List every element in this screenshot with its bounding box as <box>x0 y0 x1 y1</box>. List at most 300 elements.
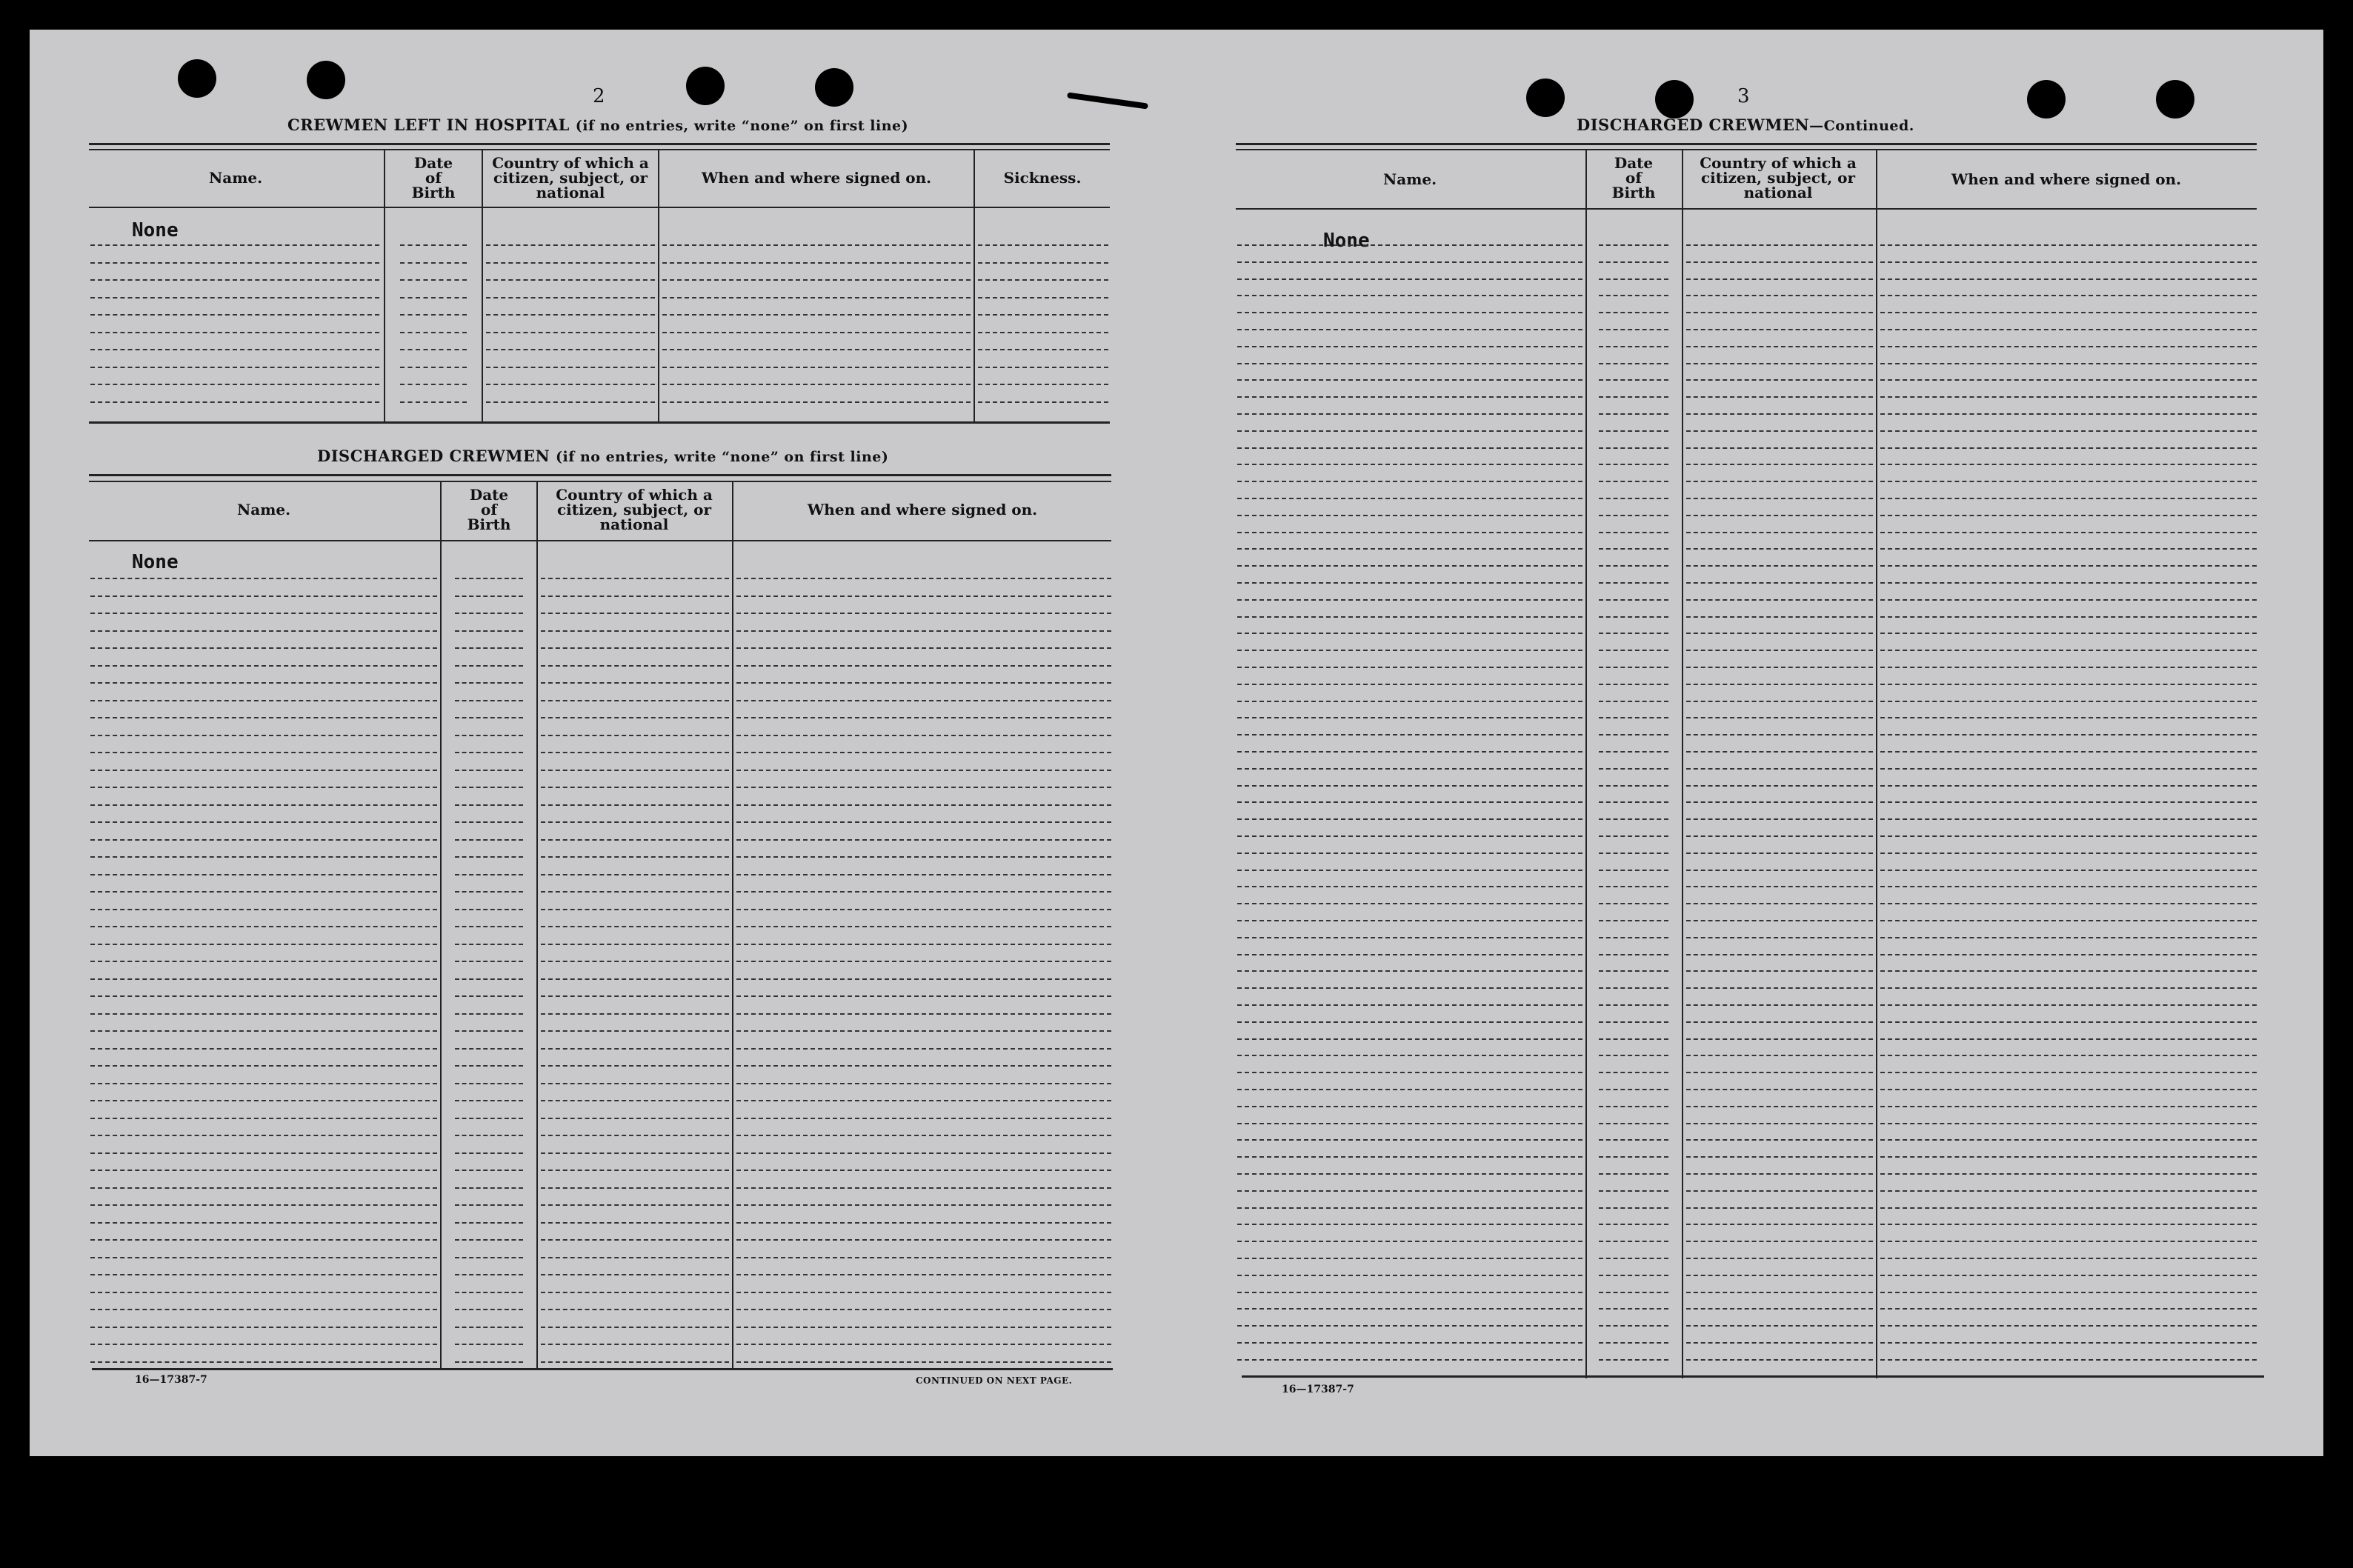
column-divider <box>732 481 733 1370</box>
ruled-line <box>1237 970 1582 972</box>
hospital-table-top-rule <box>89 149 1110 150</box>
ruled-line <box>1880 447 2257 449</box>
ruled-line <box>1599 717 1668 718</box>
ruled-line <box>90 384 379 385</box>
ruled-line <box>1237 481 1582 482</box>
ruled-line <box>90 630 437 632</box>
ruled-line <box>1880 853 2257 854</box>
ruled-line <box>1237 870 1582 871</box>
ruled-line <box>736 821 1111 823</box>
ruled-line <box>736 647 1111 649</box>
ruled-line <box>1237 987 1582 989</box>
ruled-line <box>1686 312 1873 313</box>
ruled-line <box>978 297 1108 298</box>
ruled-line <box>1599 599 1668 601</box>
ruled-line <box>541 926 729 927</box>
ruled-line <box>90 700 437 701</box>
ruled-line <box>90 1309 437 1310</box>
ruled-line <box>455 1292 523 1293</box>
column-divider <box>1585 149 1587 1378</box>
ruled-line <box>455 874 523 875</box>
ruled-line <box>541 978 729 980</box>
ruled-line <box>736 1222 1111 1224</box>
ruled-line <box>1599 1021 1668 1023</box>
header-rule <box>89 207 1110 208</box>
ruled-line <box>1237 1325 1582 1327</box>
ruled-line <box>1599 295 1668 296</box>
ruled-line <box>541 1292 729 1293</box>
ruled-line <box>1686 548 1873 550</box>
ruled-line <box>1880 1308 2257 1310</box>
ruled-line <box>662 384 971 385</box>
ruled-line <box>1237 515 1582 516</box>
ruled-line <box>1599 312 1668 313</box>
ruled-line <box>1599 548 1668 550</box>
ruled-line <box>1880 717 2257 718</box>
ruled-line <box>736 1118 1111 1119</box>
ruled-line <box>1237 818 1582 820</box>
ruled-line <box>1880 1038 2257 1040</box>
punch-hole <box>815 68 853 107</box>
ruled-line <box>1599 1004 1668 1006</box>
ruled-line <box>736 735 1111 736</box>
ruled-line <box>400 244 467 246</box>
ruled-line <box>736 944 1111 945</box>
column-divider <box>1876 149 1877 1378</box>
ruled-line <box>1880 1224 2257 1225</box>
ruled-line <box>1686 970 1873 972</box>
ruled-line <box>455 578 523 579</box>
ruled-line <box>1237 751 1582 753</box>
ruled-line <box>736 1100 1111 1101</box>
discharged-continued-first-entry: None <box>1323 230 1370 252</box>
ruled-line <box>1686 1123 1873 1124</box>
ruled-line <box>90 874 437 875</box>
ruled-line <box>1686 1207 1873 1209</box>
ruled-line <box>1880 684 2257 685</box>
ruled-line <box>662 314 971 316</box>
ruled-line <box>1237 920 1582 921</box>
ruled-line <box>1237 717 1582 718</box>
ruled-line <box>736 978 1111 980</box>
ruled-line <box>1880 1342 2257 1344</box>
column-header-name: Name. <box>208 169 263 187</box>
ruled-line <box>1237 379 1582 381</box>
ruled-line <box>1880 515 2257 516</box>
ruled-line <box>1237 1292 1582 1293</box>
ruled-line <box>455 717 523 718</box>
ruled-line <box>1237 1224 1582 1225</box>
ruled-line <box>736 961 1111 962</box>
ruled-line <box>90 1083 437 1084</box>
ruled-line <box>1686 1106 1873 1107</box>
ruled-line <box>736 578 1111 579</box>
ruled-line <box>90 279 379 281</box>
ruled-line <box>90 909 437 910</box>
ruled-line <box>1237 667 1582 668</box>
ruled-line <box>1237 1359 1582 1361</box>
ruled-line <box>90 1257 437 1258</box>
ruled-line <box>1880 835 2257 837</box>
ruled-line <box>90 787 437 788</box>
ruled-line <box>1686 1342 1873 1344</box>
ruled-line <box>978 314 1108 316</box>
ruled-line <box>1237 1038 1582 1040</box>
ruled-line <box>1237 312 1582 313</box>
ruled-line <box>1686 295 1873 296</box>
ruled-line <box>1686 1173 1873 1175</box>
ruled-line <box>1237 954 1582 955</box>
ruled-line <box>1599 329 1668 330</box>
ruled-line <box>1237 532 1582 533</box>
ruled-line <box>400 297 467 298</box>
ruled-line <box>400 401 467 403</box>
ruled-line <box>1237 801 1582 803</box>
ruled-line <box>1880 1123 2257 1124</box>
ruled-line <box>1599 734 1668 735</box>
ruled-line <box>455 804 523 806</box>
ruled-line <box>1880 903 2257 904</box>
ruled-line <box>1880 1190 2257 1192</box>
ruled-line <box>1237 1055 1582 1056</box>
ruled-line <box>736 700 1111 701</box>
ruled-line <box>1880 1207 2257 1209</box>
ruled-line <box>1237 650 1582 651</box>
ruled-line <box>1686 937 1873 938</box>
ruled-line <box>90 1274 437 1275</box>
ruled-line <box>541 1309 729 1310</box>
ruled-line <box>1599 903 1668 904</box>
ruled-line <box>455 682 523 684</box>
ruled-line <box>455 1187 523 1189</box>
ruled-line <box>1686 853 1873 854</box>
ruled-line <box>90 1327 437 1328</box>
ruled-line <box>1686 329 1873 330</box>
ruled-line <box>1599 1359 1668 1361</box>
ruled-line <box>1686 886 1873 887</box>
ruled-line <box>90 647 437 649</box>
ruled-line <box>1686 835 1873 837</box>
ruled-line <box>541 1361 729 1363</box>
ruled-line <box>1237 1173 1582 1175</box>
ruled-line <box>1880 1241 2257 1242</box>
ruled-line <box>1686 616 1873 618</box>
ruled-line <box>455 839 523 841</box>
ruled-line <box>978 332 1108 333</box>
ruled-line <box>662 262 971 264</box>
ruled-line <box>1686 379 1873 381</box>
ruled-line <box>1237 1004 1582 1006</box>
ruled-line <box>455 1013 523 1015</box>
ruled-line <box>1237 1072 1582 1073</box>
ruled-line <box>1237 1241 1582 1242</box>
ruled-line <box>1237 498 1582 499</box>
ruled-line <box>736 856 1111 858</box>
ruled-line <box>662 244 971 246</box>
ruled-line <box>736 1327 1111 1328</box>
discharged-table-top-rule <box>89 474 1111 476</box>
ruled-line <box>1599 987 1668 989</box>
ruled-line <box>736 1239 1111 1241</box>
column-header-name: Name. <box>236 501 291 518</box>
ruled-line <box>90 244 379 246</box>
ruled-line <box>1880 532 2257 533</box>
ruled-line <box>90 735 437 736</box>
ruled-line <box>736 752 1111 753</box>
column-divider <box>384 149 385 421</box>
ruled-line <box>736 1257 1111 1258</box>
right-table-bottom-rule <box>1242 1375 2264 1378</box>
ruled-line <box>1880 785 2257 787</box>
ruled-line <box>541 891 729 893</box>
discharged-section-title: DISCHARGED CREWMEN (if no entries, write “none” on first line) <box>317 447 889 465</box>
ruled-line <box>1880 1106 2257 1107</box>
ruled-line <box>736 682 1111 684</box>
discharged-table-bottom-rule <box>92 1368 1113 1370</box>
ruled-line <box>455 700 523 701</box>
ruled-line <box>486 244 655 246</box>
ruled-line <box>1880 987 2257 989</box>
ruled-line <box>1599 1139 1668 1141</box>
ruled-line <box>541 944 729 945</box>
ruled-line <box>1686 278 1873 280</box>
ruled-line <box>1880 818 2257 820</box>
continued-note: CONTINUED ON NEXT PAGE. <box>916 1375 1073 1386</box>
ruled-line <box>1599 532 1668 533</box>
right-table-top-rule <box>1236 149 2257 150</box>
ruled-line <box>541 1030 729 1032</box>
ruled-line <box>455 1327 523 1328</box>
ruled-line <box>90 1170 437 1171</box>
ruled-line <box>90 349 379 350</box>
left-page <box>30 30 1176 1456</box>
ruled-line <box>736 787 1111 788</box>
ruled-line <box>90 804 437 806</box>
ruled-line <box>1686 768 1873 770</box>
ruled-line <box>978 384 1108 385</box>
ruled-line <box>1599 582 1668 584</box>
ruled-line <box>455 1048 523 1050</box>
column-header-date-of-birth: Date of Birth <box>467 486 511 533</box>
ruled-line <box>736 1152 1111 1154</box>
ruled-line <box>1599 1258 1668 1259</box>
ruled-line <box>736 1048 1111 1050</box>
ruled-line <box>1686 1089 1873 1090</box>
ruled-line <box>1237 1258 1582 1259</box>
ruled-line <box>400 332 467 333</box>
ruled-line <box>90 891 437 893</box>
ruled-line <box>1686 701 1873 702</box>
ruled-line <box>1599 785 1668 787</box>
punch-hole <box>686 67 725 105</box>
ruled-line <box>1686 801 1873 803</box>
ruled-line <box>486 314 655 316</box>
ruled-line <box>541 1239 729 1241</box>
ruled-line <box>90 995 437 997</box>
ruled-line <box>1686 1156 1873 1158</box>
ruled-line <box>1237 616 1582 618</box>
ruled-line <box>541 1257 729 1258</box>
ruled-line <box>736 1135 1111 1136</box>
ruled-line <box>90 314 379 316</box>
ruled-line <box>978 401 1108 403</box>
ruled-line <box>1599 515 1668 516</box>
ruled-line <box>1237 886 1582 887</box>
ruled-line <box>1880 244 2257 246</box>
ruled-line <box>1686 920 1873 921</box>
ruled-line <box>1237 599 1582 601</box>
ruled-line <box>1599 1123 1668 1124</box>
ruled-line <box>736 1274 1111 1275</box>
ruled-line <box>1880 413 2257 415</box>
ruled-line <box>455 595 523 597</box>
ruled-line <box>1880 548 2257 550</box>
ruled-line <box>736 665 1111 667</box>
ruled-line <box>978 279 1108 281</box>
column-header-country: Country of which a citizen, subject, or national <box>556 486 713 533</box>
ruled-line <box>541 1344 729 1345</box>
ruled-line <box>736 804 1111 806</box>
ruled-line <box>1880 498 2257 499</box>
punch-hole <box>2156 80 2194 119</box>
ruled-line <box>90 1187 437 1189</box>
form-number: 16—17387-7 <box>1282 1384 1354 1395</box>
ruled-line <box>541 1100 729 1101</box>
ruled-line <box>1599 498 1668 499</box>
ruled-line <box>1686 1275 1873 1276</box>
ruled-line <box>541 995 729 997</box>
ruled-line <box>541 1274 729 1275</box>
ruled-line <box>1237 1308 1582 1310</box>
ruled-line <box>455 856 523 858</box>
ruled-line <box>1880 599 2257 601</box>
ruled-line <box>90 944 437 945</box>
ruled-line <box>1880 329 2257 330</box>
ruled-line <box>541 595 729 597</box>
ruled-line <box>541 752 729 753</box>
column-divider <box>536 481 538 1370</box>
ruled-line <box>1880 1139 2257 1141</box>
column-header-date-of-birth: Date of Birth <box>411 154 456 201</box>
ruled-line <box>541 909 729 910</box>
ruled-line <box>1880 278 2257 280</box>
ruled-line <box>90 1222 437 1224</box>
ruled-line <box>1686 582 1873 584</box>
ruled-line <box>90 613 437 614</box>
ruled-line <box>662 332 971 333</box>
ruled-line <box>978 367 1108 368</box>
ruled-line <box>1237 295 1582 296</box>
ruled-line <box>541 647 729 649</box>
ruled-line <box>541 1152 729 1154</box>
ruled-line <box>486 349 655 350</box>
ruled-line <box>1599 701 1668 702</box>
discharged-continued-title: DISCHARGED CREWMEN—Continued. <box>1577 116 1914 134</box>
ruled-line <box>1880 616 2257 618</box>
ruled-line <box>1599 430 1668 432</box>
ruled-line <box>1599 684 1668 685</box>
ruled-line <box>1599 261 1668 263</box>
ruled-line <box>1686 1139 1873 1141</box>
ruled-line <box>90 717 437 718</box>
ruled-line <box>1686 346 1873 347</box>
column-header-signed-on: When and where signed on. <box>807 501 1038 518</box>
hospital-table-top-rule <box>89 143 1110 145</box>
ruled-line <box>1599 1106 1668 1107</box>
discharged-first-entry: None <box>132 551 179 573</box>
ruled-line <box>1237 633 1582 634</box>
ruled-line <box>1686 717 1873 718</box>
ruled-line <box>736 1083 1111 1084</box>
ruled-line <box>1880 1072 2257 1073</box>
ruled-line <box>1880 970 2257 972</box>
ruled-line <box>1599 801 1668 803</box>
ruled-line <box>90 978 437 980</box>
ruled-line <box>1686 1292 1873 1293</box>
ruled-line <box>455 1152 523 1154</box>
ruled-line <box>1237 548 1582 550</box>
ruled-line <box>1237 937 1582 938</box>
ruled-line <box>736 1361 1111 1363</box>
ruled-line <box>541 874 729 875</box>
ruled-line <box>1686 1055 1873 1056</box>
ruled-line <box>1599 1308 1668 1310</box>
column-divider <box>974 149 975 421</box>
page-number: 2 <box>593 85 605 107</box>
ruled-line <box>1686 903 1873 904</box>
ruled-line <box>1686 515 1873 516</box>
ruled-line <box>455 770 523 771</box>
ruled-line <box>1686 1359 1873 1361</box>
hospital-table-bottom-rule <box>89 421 1110 424</box>
ruled-line <box>1599 1207 1668 1209</box>
ruled-line <box>736 1013 1111 1015</box>
ruled-line <box>662 367 971 368</box>
ruled-line <box>541 821 729 823</box>
ruled-line <box>978 244 1108 246</box>
ruled-line <box>1686 244 1873 246</box>
ruled-line <box>1599 1173 1668 1175</box>
ruled-line <box>978 262 1108 264</box>
ruled-line <box>1599 853 1668 854</box>
right-table-top-rule <box>1236 143 2257 145</box>
ruled-line <box>541 856 729 858</box>
ruled-line <box>90 1118 437 1119</box>
ruled-line <box>90 1292 437 1293</box>
ruled-line <box>455 891 523 893</box>
ruled-line <box>90 770 437 771</box>
ruled-line <box>1599 870 1668 871</box>
ruled-line <box>1237 396 1582 398</box>
ruled-line <box>455 1170 523 1171</box>
ruled-line <box>1599 954 1668 955</box>
ruled-line <box>1237 684 1582 685</box>
ruled-line <box>1237 1190 1582 1192</box>
ruled-line <box>455 961 523 962</box>
ruled-line <box>736 1204 1111 1206</box>
ruled-line <box>455 613 523 614</box>
ruled-line <box>1599 886 1668 887</box>
ruled-line <box>1237 363 1582 364</box>
ruled-line <box>1599 1275 1668 1276</box>
ruled-line <box>486 367 655 368</box>
ruled-line <box>541 1013 729 1015</box>
ruled-line <box>1599 1342 1668 1344</box>
ruled-line <box>90 1344 437 1345</box>
punch-hole <box>1655 80 1694 119</box>
ruled-line <box>1686 363 1873 364</box>
ruled-line <box>1237 430 1582 432</box>
